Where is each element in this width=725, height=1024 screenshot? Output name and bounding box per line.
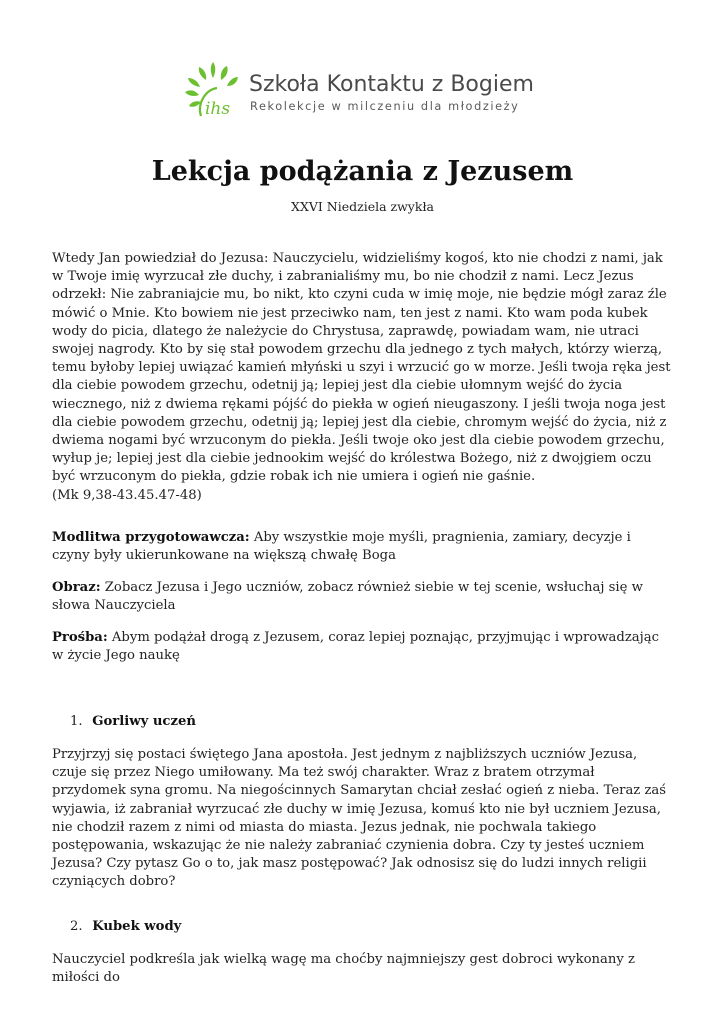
point-body xyxy=(52,746,672,892)
point-body xyxy=(52,951,672,987)
sun-logo-icon xyxy=(183,58,247,124)
page-title: Lekcja podążania z Jezusem xyxy=(151,156,574,187)
point-heading xyxy=(70,918,181,936)
request-prelude xyxy=(52,629,672,665)
logo-subtitle: Rekolekcje w milczeniu dla młodzieży xyxy=(250,100,520,113)
point-title: Gorliwy uczeń xyxy=(92,714,196,729)
logo-mark-text: ihs xyxy=(205,99,231,119)
image-text: Zobacz Jezusa i Jego uczniów, zobacz również siebie w tej scenie, wsłuchaj się w słowa Nauczyciela xyxy=(52,580,643,614)
image-prelude xyxy=(52,579,672,615)
request-text: Abym podążał drogą z Jezusem, coraz lepiej poznając, przyjmując i wprowadzając w życie Jego naukę xyxy=(52,630,659,664)
reading-reference: (Mk 9,38-43.45.47-48) xyxy=(52,487,202,503)
preparatory-prayer-label: Modlitwa przygotowawcza: xyxy=(52,530,250,545)
point-number: 1. xyxy=(70,714,83,729)
point-number: 2. xyxy=(70,919,83,934)
logo xyxy=(183,58,543,128)
preparatory-prayer-text: Aby wszystkie moje myśli, pragnienia, zamiary, decyzje i czyny były ukierunkowane na większą chwałę Boga xyxy=(52,530,631,564)
request-label: Prośba: xyxy=(52,630,108,645)
point-title: Kubek wody xyxy=(92,919,182,934)
reading-text: Wtedy Jan powiedział do Jezusa: Nauczycielu, widzieliśmy kogoś, kto nie chodzi z nami, jak w Twoje imię wyrzucał złe duchy, i zabranialiśmy mu, bo nie chodził z nami. Lecz Jezus odrzekł: Nie zabraniajcie mu, bo nikt, kto czyni cuda w imię moje, nie będzie mógł zaraz źle mówić o Mnie. Kto bowiem nie jest przeciwko nam, ten jest z nami. Kto wam poda kubek wody do picia, dlatego że należycie do Chrystusa, zaprawdę, powiadam wam, nie utraci swojej nagrody. Kto by się stał powodem grzechu dla jednego z tych małych, którzy wierzą, temu byłoby lepiej uwiązać kamień młyński u szyi i wrzucić go w morze. Jeśli twoja ręka jest dla ciebie powodem grzechu, odetnij ją; lepiej jest dla ciebie ułomnym wejść do życia wiecznego, niż z dwiema rękami pójść do piekła w ogień nieugaszony. I jeśli twoja noga jest dla ciebie powodem grzechu, odetnij ją; lepiej jest dla ciebie, chromym wejść do życia, niż z dwiema nogami być wrzuconym do piekła. Jeśli twoje oko jest dla ciebie powodem grzechu, wyłup je; lepiej jest dla ciebie jednookim wejść do królestwa Bożego, niż z dwojgiem oczu być wrzuconym do piekła, gdzie robak ich nie umiera i ogień nie gaśnie. xyxy=(52,251,671,485)
point-text: Przyjrzyj się postaci świętego Jana apostoła. Jest jednym z najbliższych uczniów Jezusa, czuje się przez Niego umiłowany. Ma też swój charakter. Wraz z bratem otrzymał przydomek syna gromu. Na niegościnnych Samarytan chciał zesłać ogień z nieba. Teraz zaś wyjawia, iż zabraniał wyrzucać złe duchy w imię Jezusa, komuś kto nie był uczniem Jezusa, nie chodził razem z nimi od miasta do miasta. Jezus jednak, nie pochwala takiego postępowania, wskazując że nie należy zabraniać czynienia dobra. Czy ty jesteś uczniem Jezusa? Czy pytasz Go o to, jak masz postępować? Jak odnosisz się do ludzi innych religii czyniących dobro? xyxy=(52,747,667,890)
point-text: Nauczyciel podkreśla jak wielką wagę ma choćby najmniejszy gest dobroci wykonany z miłości do xyxy=(52,952,635,986)
scripture-reading xyxy=(52,250,672,505)
preparatory-prayer xyxy=(52,529,672,565)
image-label: Obraz: xyxy=(52,580,101,595)
point-heading xyxy=(70,713,196,731)
page-subtitle: XXVI Niedziela zwykła xyxy=(291,199,434,214)
logo-title: Szkoła Kontaktu z Bogiem xyxy=(249,72,534,97)
